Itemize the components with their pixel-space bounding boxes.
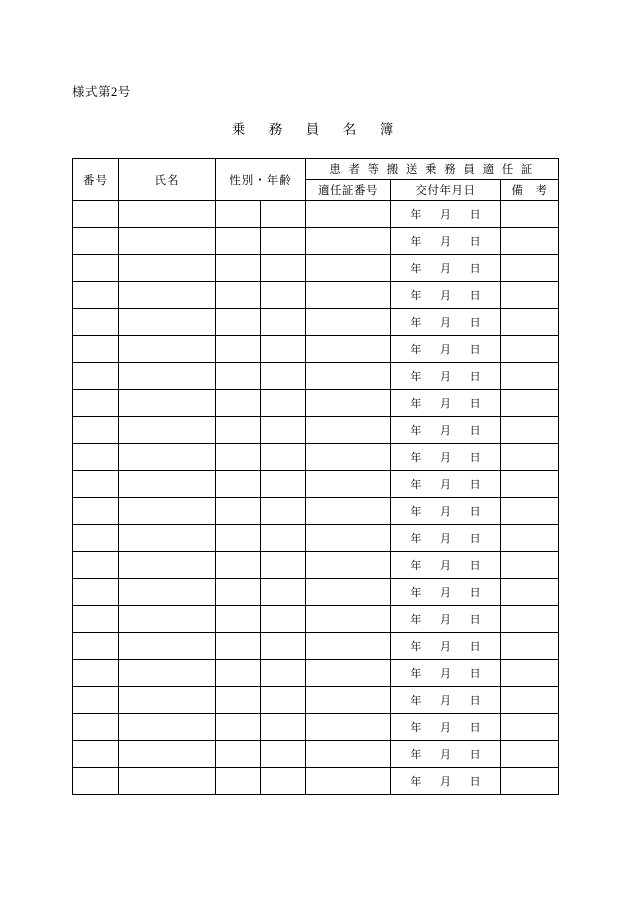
cell-name[interactable] xyxy=(119,390,216,417)
cell-sex[interactable] xyxy=(216,471,261,498)
table-row xyxy=(73,552,559,579)
table-row xyxy=(73,201,559,228)
date-unit-month: 月 xyxy=(439,506,451,518)
cell-remarks[interactable] xyxy=(501,687,559,714)
cell-age[interactable] xyxy=(261,228,306,255)
cell-cert-number[interactable] xyxy=(306,228,391,255)
cell-name[interactable] xyxy=(119,336,216,363)
cell-sex[interactable] xyxy=(216,255,261,282)
cell-number[interactable] xyxy=(73,336,119,363)
date-unit-year: 年 xyxy=(410,425,422,437)
cell-name[interactable] xyxy=(119,444,216,471)
table-header xyxy=(73,159,559,201)
date-unit-day: 日 xyxy=(469,452,481,464)
cell-issue-date[interactable] xyxy=(391,282,501,309)
date-unit-year: 年 xyxy=(410,722,422,734)
cell-age[interactable] xyxy=(261,390,306,417)
cell-sex[interactable] xyxy=(216,363,261,390)
cell-sex[interactable] xyxy=(216,687,261,714)
cell-issue-date[interactable] xyxy=(391,552,501,579)
date-unit-day: 日 xyxy=(469,209,481,221)
crew-roster-table xyxy=(72,158,559,795)
date-unit-day: 日 xyxy=(469,587,481,599)
date-unit-day: 日 xyxy=(469,506,481,518)
cell-cert-number[interactable] xyxy=(306,768,391,795)
cell-name[interactable] xyxy=(119,282,216,309)
date-unit-day: 日 xyxy=(469,479,481,491)
cell-issue-date[interactable] xyxy=(391,363,501,390)
cell-name[interactable] xyxy=(119,741,216,768)
cell-sex[interactable] xyxy=(216,606,261,633)
cell-number[interactable] xyxy=(73,471,119,498)
cell-age[interactable] xyxy=(261,282,306,309)
cell-remarks[interactable] xyxy=(501,309,559,336)
cell-sex[interactable] xyxy=(216,552,261,579)
date-unit-year: 年 xyxy=(410,776,422,788)
table-row xyxy=(73,579,559,606)
date-unit-day: 日 xyxy=(469,263,481,275)
cell-issue-date[interactable] xyxy=(391,714,501,741)
table-row xyxy=(73,336,559,363)
table-row xyxy=(73,498,559,525)
cell-sex[interactable] xyxy=(216,390,261,417)
date-unit-month: 月 xyxy=(439,776,451,788)
cell-issue-date[interactable] xyxy=(391,228,501,255)
cell-remarks[interactable] xyxy=(501,714,559,741)
cell-number[interactable] xyxy=(73,606,119,633)
cell-sex[interactable] xyxy=(216,741,261,768)
cell-number[interactable] xyxy=(73,552,119,579)
date-unit-month: 月 xyxy=(439,398,451,410)
cell-cert-number[interactable] xyxy=(306,255,391,282)
cell-age[interactable] xyxy=(261,660,306,687)
cell-issue-date[interactable] xyxy=(391,309,501,336)
cell-name[interactable] xyxy=(119,309,216,336)
cell-name[interactable] xyxy=(119,228,216,255)
column-header-qualification-group: 患 者 等 搬 送 乗 務 員 適 任 証 xyxy=(306,159,559,180)
cell-name[interactable] xyxy=(119,498,216,525)
cell-remarks[interactable] xyxy=(501,579,559,606)
cell-number[interactable] xyxy=(73,390,119,417)
cell-remarks[interactable] xyxy=(501,255,559,282)
date-unit-year: 年 xyxy=(410,317,422,329)
date-unit-day: 日 xyxy=(469,722,481,734)
cell-number[interactable] xyxy=(73,282,119,309)
table-row xyxy=(73,741,559,768)
cell-cert-number[interactable] xyxy=(306,498,391,525)
cell-age[interactable] xyxy=(261,471,306,498)
date-unit-day: 日 xyxy=(469,344,481,356)
cell-age[interactable] xyxy=(261,336,306,363)
date-unit-year: 年 xyxy=(410,236,422,248)
date-unit-month: 月 xyxy=(439,263,451,275)
cell-sex[interactable] xyxy=(216,714,261,741)
cell-name[interactable] xyxy=(119,660,216,687)
cell-remarks[interactable] xyxy=(501,201,559,228)
cell-age[interactable] xyxy=(261,633,306,660)
cell-issue-date[interactable] xyxy=(391,525,501,552)
table-row xyxy=(73,309,559,336)
cell-age[interactable] xyxy=(261,606,306,633)
column-header-number: 番号 xyxy=(73,159,119,201)
cell-remarks[interactable] xyxy=(501,768,559,795)
cell-remarks[interactable] xyxy=(501,741,559,768)
date-unit-month: 月 xyxy=(439,479,451,491)
cell-sex[interactable] xyxy=(216,228,261,255)
form-number-label: 様式第2号 xyxy=(72,85,131,99)
date-unit-year: 年 xyxy=(410,749,422,761)
cell-number[interactable] xyxy=(73,363,119,390)
cell-issue-date[interactable] xyxy=(391,741,501,768)
cell-number[interactable] xyxy=(73,768,119,795)
cell-name[interactable] xyxy=(119,471,216,498)
table-row xyxy=(73,660,559,687)
cell-number[interactable] xyxy=(73,741,119,768)
table-row xyxy=(73,525,559,552)
table-row xyxy=(73,255,559,282)
date-unit-month: 月 xyxy=(439,749,451,761)
cell-sex[interactable] xyxy=(216,768,261,795)
cell-issue-date[interactable] xyxy=(391,201,501,228)
cell-number[interactable] xyxy=(73,498,119,525)
date-unit-day: 日 xyxy=(469,776,481,788)
table-row xyxy=(73,228,559,255)
cell-issue-date[interactable] xyxy=(391,471,501,498)
cell-age[interactable] xyxy=(261,687,306,714)
cell-name[interactable] xyxy=(119,417,216,444)
cell-number[interactable] xyxy=(73,660,119,687)
cell-cert-number[interactable] xyxy=(306,660,391,687)
cell-issue-date[interactable] xyxy=(391,687,501,714)
cell-cert-number[interactable] xyxy=(306,633,391,660)
date-unit-year: 年 xyxy=(410,371,422,383)
date-unit-month: 月 xyxy=(439,452,451,464)
cell-cert-number[interactable] xyxy=(306,606,391,633)
date-unit-year: 年 xyxy=(410,290,422,302)
table-row xyxy=(73,444,559,471)
cell-name[interactable] xyxy=(119,552,216,579)
cell-remarks[interactable] xyxy=(501,498,559,525)
table-row xyxy=(73,390,559,417)
cell-issue-date[interactable] xyxy=(391,255,501,282)
cell-age[interactable] xyxy=(261,768,306,795)
column-header-cert-number: 適任証番号 xyxy=(306,180,391,201)
date-unit-month: 月 xyxy=(439,614,451,626)
date-unit-month: 月 xyxy=(439,317,451,329)
cell-issue-date[interactable] xyxy=(391,417,501,444)
cell-remarks[interactable] xyxy=(501,417,559,444)
cell-remarks[interactable] xyxy=(501,228,559,255)
table-row xyxy=(73,768,559,795)
date-unit-day: 日 xyxy=(469,317,481,329)
date-unit-year: 年 xyxy=(410,614,422,626)
column-header-issue-date: 交付年月日 xyxy=(391,180,501,201)
date-unit-day: 日 xyxy=(469,533,481,545)
date-unit-month: 月 xyxy=(439,695,451,707)
cell-remarks[interactable] xyxy=(501,363,559,390)
cell-age[interactable] xyxy=(261,741,306,768)
cell-cert-number[interactable] xyxy=(306,309,391,336)
date-unit-day: 日 xyxy=(469,290,481,302)
date-unit-day: 日 xyxy=(469,560,481,572)
cell-sex[interactable] xyxy=(216,525,261,552)
cell-age[interactable] xyxy=(261,714,306,741)
cell-cert-number[interactable] xyxy=(306,336,391,363)
date-unit-day: 日 xyxy=(469,614,481,626)
cell-number[interactable] xyxy=(73,579,119,606)
cell-remarks[interactable] xyxy=(501,660,559,687)
cell-age[interactable] xyxy=(261,201,306,228)
cell-issue-date[interactable] xyxy=(391,336,501,363)
cell-age[interactable] xyxy=(261,417,306,444)
cell-cert-number[interactable] xyxy=(306,741,391,768)
date-unit-year: 年 xyxy=(410,209,422,221)
cell-name[interactable] xyxy=(119,579,216,606)
cell-cert-number[interactable] xyxy=(306,525,391,552)
cell-cert-number[interactable] xyxy=(306,579,391,606)
table-row xyxy=(73,633,559,660)
cell-name[interactable] xyxy=(119,687,216,714)
date-unit-month: 月 xyxy=(439,641,451,653)
cell-age[interactable] xyxy=(261,498,306,525)
cell-name[interactable] xyxy=(119,633,216,660)
column-header-sex-age: 性別・年齢 xyxy=(216,159,306,201)
cell-name[interactable] xyxy=(119,606,216,633)
date-unit-month: 月 xyxy=(439,344,451,356)
table-row xyxy=(73,363,559,390)
date-unit-year: 年 xyxy=(410,533,422,545)
cell-age[interactable] xyxy=(261,255,306,282)
cell-sex[interactable] xyxy=(216,417,261,444)
date-unit-month: 月 xyxy=(439,533,451,545)
date-unit-day: 日 xyxy=(469,641,481,653)
date-unit-year: 年 xyxy=(410,398,422,410)
column-header-remarks: 備 考 xyxy=(501,180,559,201)
cell-age[interactable] xyxy=(261,363,306,390)
date-unit-day: 日 xyxy=(469,371,481,383)
cell-sex[interactable] xyxy=(216,498,261,525)
date-unit-year: 年 xyxy=(410,506,422,518)
table-row xyxy=(73,606,559,633)
cell-issue-date[interactable] xyxy=(391,444,501,471)
cell-cert-number[interactable] xyxy=(306,201,391,228)
cell-age[interactable] xyxy=(261,444,306,471)
table-row xyxy=(73,471,559,498)
cell-remarks[interactable] xyxy=(501,525,559,552)
date-unit-day: 日 xyxy=(469,668,481,680)
date-unit-year: 年 xyxy=(410,641,422,653)
cell-cert-number[interactable] xyxy=(306,363,391,390)
date-unit-day: 日 xyxy=(469,398,481,410)
cell-age[interactable] xyxy=(261,579,306,606)
date-unit-day: 日 xyxy=(469,749,481,761)
cell-number[interactable] xyxy=(73,714,119,741)
cell-name[interactable] xyxy=(119,363,216,390)
cell-number[interactable] xyxy=(73,525,119,552)
cell-sex[interactable] xyxy=(216,282,261,309)
date-unit-month: 月 xyxy=(439,722,451,734)
cell-issue-date[interactable] xyxy=(391,768,501,795)
table-row xyxy=(73,417,559,444)
table-body xyxy=(73,201,559,795)
cell-name[interactable] xyxy=(119,525,216,552)
cell-sex[interactable] xyxy=(216,660,261,687)
cell-cert-number[interactable] xyxy=(306,390,391,417)
table-row xyxy=(73,714,559,741)
cell-remarks[interactable] xyxy=(501,606,559,633)
cell-remarks[interactable] xyxy=(501,336,559,363)
cell-cert-number[interactable] xyxy=(306,471,391,498)
date-unit-year: 年 xyxy=(410,344,422,356)
date-unit-month: 月 xyxy=(439,209,451,221)
date-unit-month: 月 xyxy=(439,560,451,572)
date-unit-year: 年 xyxy=(410,587,422,599)
cell-sex[interactable] xyxy=(216,444,261,471)
cell-issue-date[interactable] xyxy=(391,633,501,660)
cell-age[interactable] xyxy=(261,552,306,579)
cell-remarks[interactable] xyxy=(501,471,559,498)
table-row xyxy=(73,687,559,714)
cell-cert-number[interactable] xyxy=(306,714,391,741)
cell-issue-date[interactable] xyxy=(391,606,501,633)
cell-cert-number[interactable] xyxy=(306,417,391,444)
cell-number[interactable] xyxy=(73,444,119,471)
cell-sex[interactable] xyxy=(216,336,261,363)
date-unit-month: 月 xyxy=(439,668,451,680)
cell-sex[interactable] xyxy=(216,201,261,228)
cell-age[interactable] xyxy=(261,309,306,336)
cell-name[interactable] xyxy=(119,768,216,795)
date-unit-day: 日 xyxy=(469,236,481,248)
date-unit-year: 年 xyxy=(410,452,422,464)
cell-issue-date[interactable] xyxy=(391,579,501,606)
cell-name[interactable] xyxy=(119,714,216,741)
cell-number[interactable] xyxy=(73,417,119,444)
page-title: 乗 務 員 名 簿 xyxy=(231,122,399,137)
cell-number[interactable] xyxy=(73,228,119,255)
cell-number[interactable] xyxy=(73,633,119,660)
cell-issue-date[interactable] xyxy=(391,390,501,417)
column-header-name: 氏名 xyxy=(119,159,216,201)
cell-number[interactable] xyxy=(73,201,119,228)
cell-remarks[interactable] xyxy=(501,633,559,660)
cell-remarks[interactable] xyxy=(501,282,559,309)
date-unit-month: 月 xyxy=(439,587,451,599)
cell-remarks[interactable] xyxy=(501,444,559,471)
table-header-row-primary xyxy=(73,159,559,180)
cell-remarks[interactable] xyxy=(501,552,559,579)
date-unit-month: 月 xyxy=(439,290,451,302)
cell-number[interactable] xyxy=(73,255,119,282)
date-unit-month: 月 xyxy=(439,236,451,248)
cell-number[interactable] xyxy=(73,309,119,336)
cell-number[interactable] xyxy=(73,687,119,714)
date-unit-day: 日 xyxy=(469,695,481,707)
cell-name[interactable] xyxy=(119,201,216,228)
cell-cert-number[interactable] xyxy=(306,687,391,714)
date-unit-year: 年 xyxy=(410,695,422,707)
date-unit-year: 年 xyxy=(410,479,422,491)
cell-issue-date[interactable] xyxy=(391,498,501,525)
date-unit-day: 日 xyxy=(469,425,481,437)
date-unit-year: 年 xyxy=(410,560,422,572)
date-unit-year: 年 xyxy=(410,263,422,275)
cell-cert-number[interactable] xyxy=(306,444,391,471)
date-unit-month: 月 xyxy=(439,425,451,437)
cell-cert-number[interactable] xyxy=(306,282,391,309)
date-unit-month: 月 xyxy=(439,371,451,383)
cell-name[interactable] xyxy=(119,255,216,282)
date-unit-year: 年 xyxy=(410,668,422,680)
cell-remarks[interactable] xyxy=(501,390,559,417)
cell-age[interactable] xyxy=(261,525,306,552)
cell-cert-number[interactable] xyxy=(306,552,391,579)
cell-sex[interactable] xyxy=(216,309,261,336)
cell-issue-date[interactable] xyxy=(391,660,501,687)
cell-sex[interactable] xyxy=(216,579,261,606)
table-row xyxy=(73,282,559,309)
cell-sex[interactable] xyxy=(216,633,261,660)
